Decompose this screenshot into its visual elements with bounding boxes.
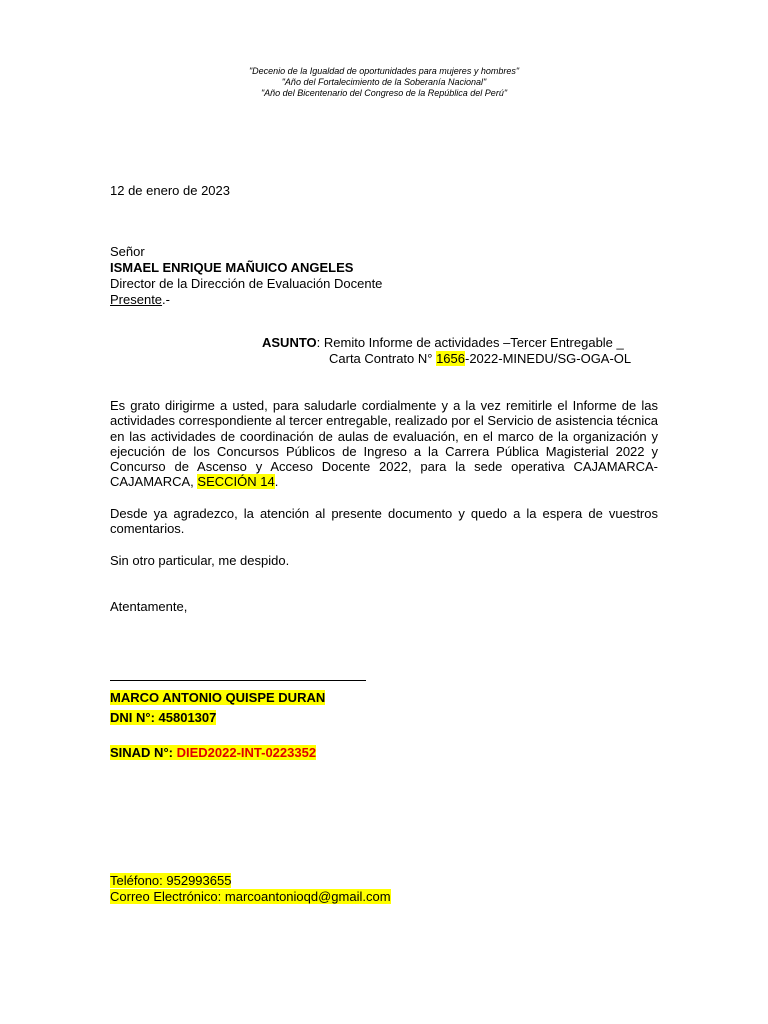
addressee-name: ISMAEL ENRIQUE MAÑUICO ANGELES <box>110 260 354 275</box>
phone: Teléfono: 952993655 <box>110 873 232 888</box>
subject-line-2 <box>262 351 631 367</box>
header-line-1: "Decenio de la Igualdad de oportunidades para mujeres y hombres" <box>248 66 520 76</box>
closing: Atentamente, <box>110 599 188 614</box>
body-paragraph-3: Sin otro particular, me despido. <box>110 553 290 568</box>
signer-name: MARCO ANTONIO QUISPE DURAN <box>110 690 326 705</box>
body-paragraph-2: Desde ya agradezco, la atención al presente documento y quedo a la espera de vuestros comentarios. <box>110 506 658 537</box>
contract-number: 1656 <box>436 351 465 366</box>
section-highlight: SECCIÓN 14 <box>197 474 275 490</box>
subject-line-1 <box>262 335 631 351</box>
email-row <box>110 889 391 905</box>
contract-prefix: Carta Contrato N° <box>329 351 437 366</box>
subject-block <box>262 335 631 367</box>
letter-date: 12 de enero de 2023 <box>110 183 230 198</box>
subject-text: : Remito Informe de actividades –Tercer Entregable _ <box>316 335 624 350</box>
contract-suffix: -2022-MINEDU/SG-OGA-OL <box>465 351 632 366</box>
signer-dni-row <box>110 710 216 725</box>
header-line-2: "Año del Fortalecimiento de la Soberanía Nacional" <box>281 77 487 87</box>
sinad-row <box>110 745 316 760</box>
signer-name-row <box>110 690 325 705</box>
salutation: Señor <box>110 244 145 259</box>
letter-header <box>0 66 768 99</box>
header-line-3: "Año del Bicentenario del Congreso de la República del Perú" <box>260 88 508 98</box>
addressee-title: Director de la Dirección de Evaluación Docente <box>110 276 383 291</box>
phone-row <box>110 873 391 889</box>
body-paragraph-1 <box>110 398 658 490</box>
addressee-block <box>110 244 382 308</box>
presente-text: Presente <box>110 292 163 307</box>
signer-dni: DNI N°: 45801307 <box>110 710 217 725</box>
sinad-value: DIED2022-INT-0223352 <box>176 745 317 760</box>
signature-line <box>110 680 366 681</box>
paragraph-1-text: Es grato dirigirme a usted, para saludarle cordialmente y a la vez remitirle el Informe de las actividades correspondiente al tercer entregable, realizado por el Servicio de asistencia técnica en las actividades de coordinación de aulas de evaluación, en el marco de la organización y ejecución de los Concursos Públicos de Ingreso a la Carrera Pública Magisterial 2022 y Concurso de Ascenso y Acceso Docente 2022, para la sede operativa CAJAMARCA-CAJAMARCA, <box>110 398 658 490</box>
presente-suffix: .- <box>162 292 170 307</box>
contact-block <box>110 873 391 905</box>
email: Correo Electrónico: marcoantonioqd@gmail.com <box>110 889 391 904</box>
paragraph-1-end: . <box>274 474 279 490</box>
sinad-label: SINAD N°: <box>110 745 177 760</box>
subject-label: ASUNTO <box>262 335 317 350</box>
presente-line <box>110 292 382 308</box>
